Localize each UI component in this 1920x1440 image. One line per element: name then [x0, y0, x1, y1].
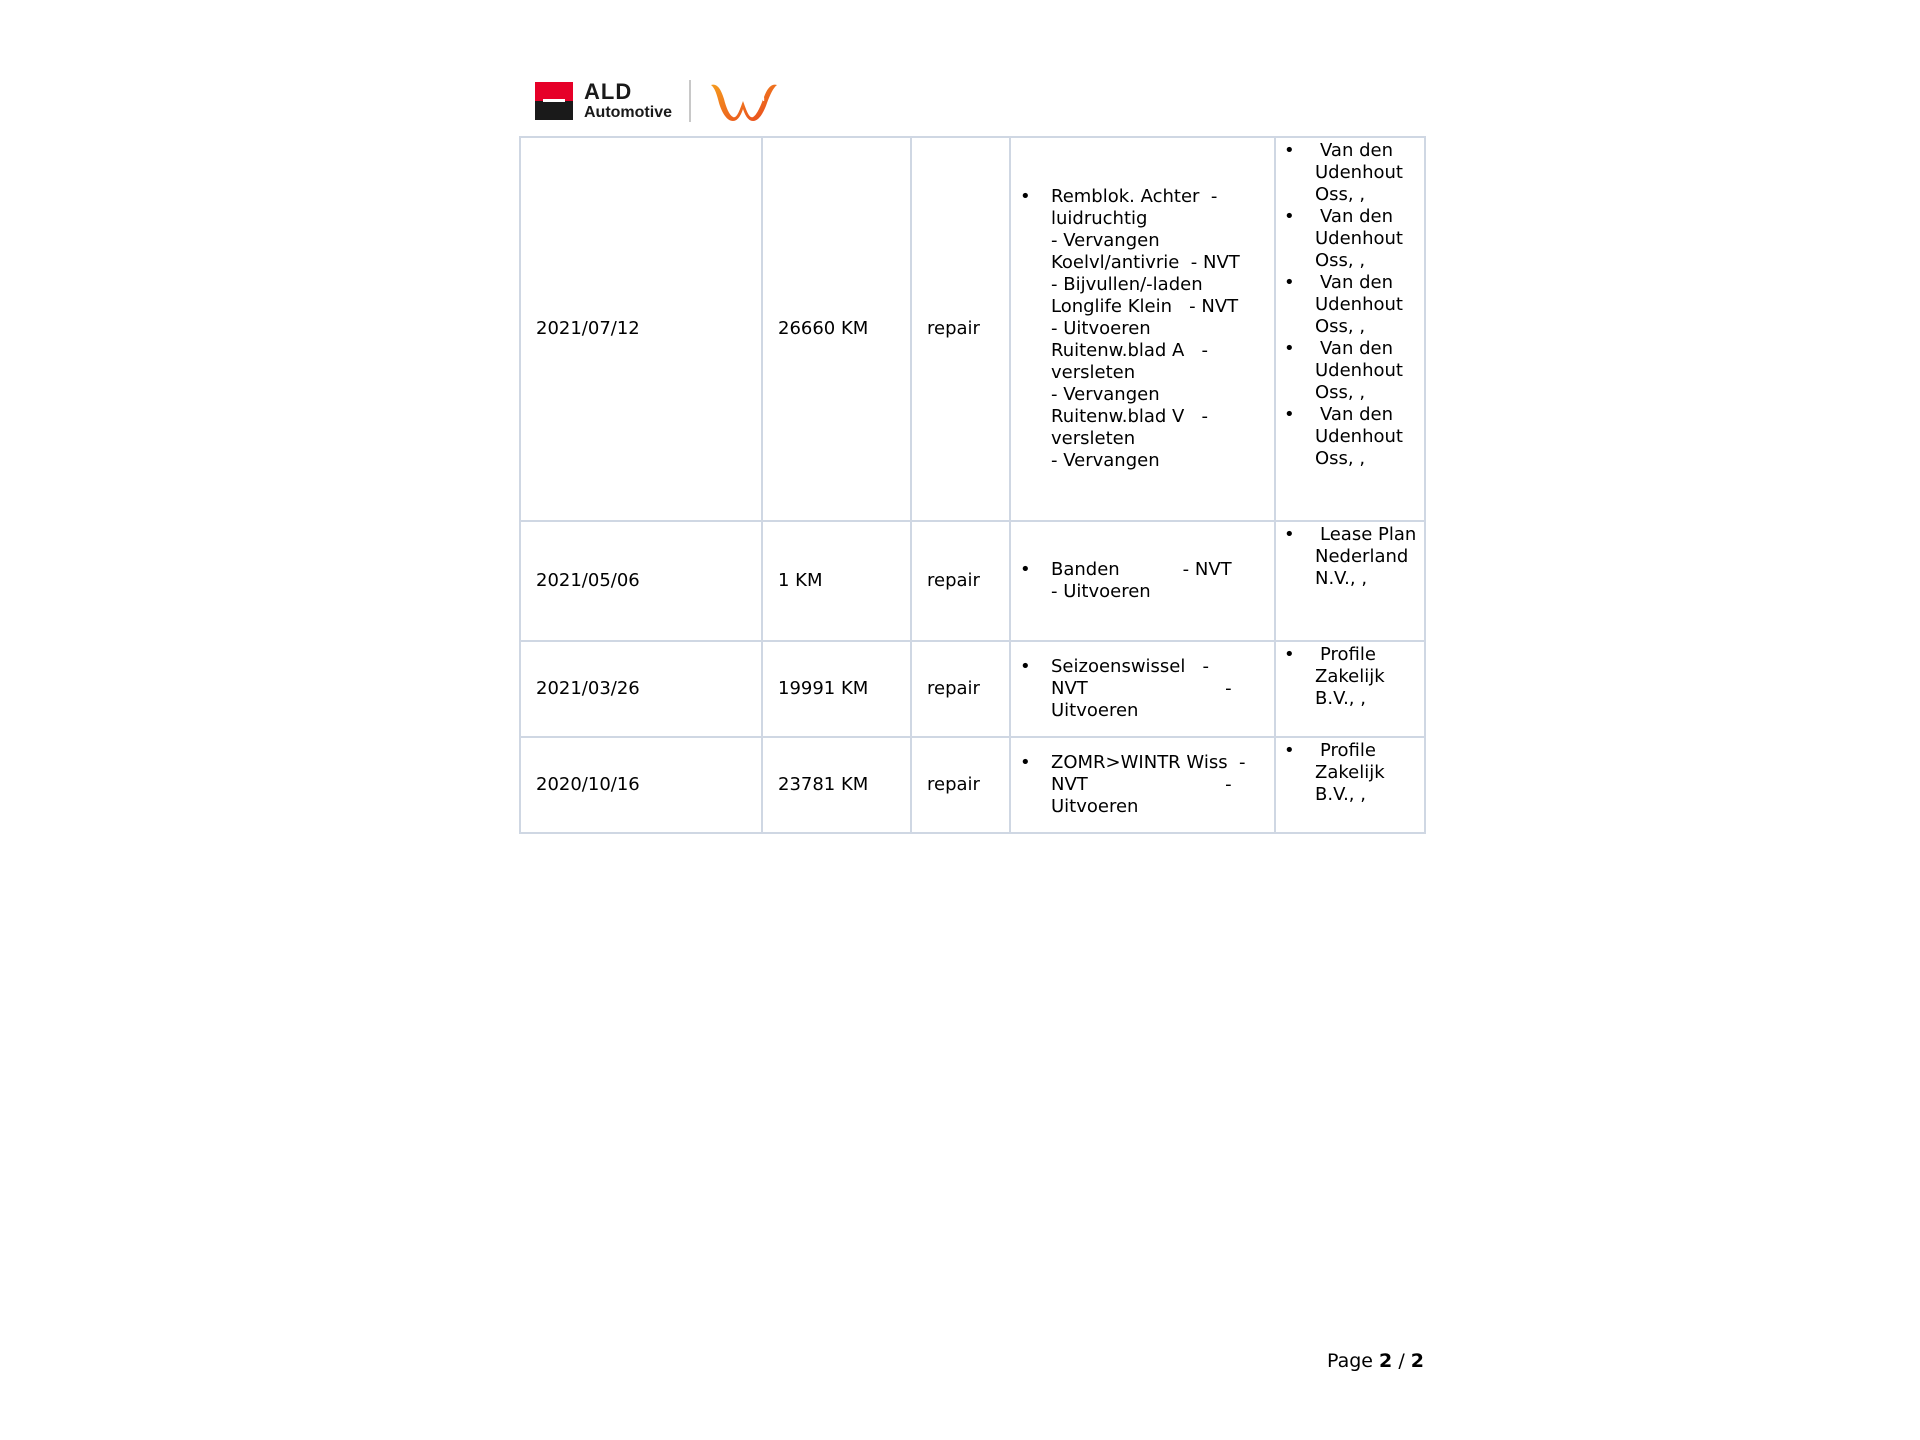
ald-automotive-logo	[535, 81, 672, 121]
bullet-icon: •	[1284, 644, 1295, 665]
ald-logo-text: ALD	[584, 79, 633, 104]
location-text: Van den Udenhout Oss, ,	[1315, 140, 1403, 205]
date-cell: 2020/10/16	[520, 737, 762, 833]
ald-logo-icon	[535, 82, 573, 120]
list-item	[1284, 140, 1422, 206]
date-cell: 2021/07/12	[520, 137, 762, 521]
bullet-icon: •	[1284, 524, 1295, 545]
location-text: Van den Udenhout Oss, ,	[1315, 206, 1403, 271]
mileage-cell: 23781 KM	[762, 737, 911, 833]
bullet-icon: •	[1020, 752, 1031, 773]
bullet-icon: •	[1284, 338, 1295, 359]
page-label: Page	[1326, 1350, 1373, 1372]
ald-logo-subtext: Automotive	[584, 104, 672, 121]
bullet-icon: •	[1284, 740, 1295, 761]
total-pages: 2	[1410, 1350, 1424, 1372]
location-cell	[1275, 737, 1425, 833]
list-item	[1284, 524, 1422, 590]
description-cell	[1010, 641, 1275, 737]
location-text: Lease Plan Nederland N.V., ,	[1315, 524, 1417, 589]
bullet-icon: •	[1284, 272, 1295, 293]
page-separator: /	[1398, 1350, 1405, 1372]
location-cell	[1275, 521, 1425, 641]
date-cell: 2021/05/06	[520, 521, 762, 641]
description-text: Remblok. Achter - luidruchtig - Vervangen Koelvl/antivrie - NVT - Bijvullen/-laden Longlife Klein - NVT - Uitvoeren Ruitenw.blad A - versleten - Vervangen Ruitenw.blad V - versleten - Vervangen	[1051, 186, 1240, 471]
table-row	[520, 641, 1425, 737]
list-item	[1284, 272, 1422, 338]
bullet-icon: •	[1020, 656, 1031, 677]
bullet-icon: •	[1284, 404, 1295, 425]
page-header	[535, 78, 779, 124]
location-cell	[1275, 137, 1425, 521]
description-cell	[1010, 137, 1275, 521]
description-text: ZOMR>WINTR Wiss - NVT - Uitvoeren	[1051, 752, 1246, 817]
location-text: Van den Udenhout Oss, ,	[1315, 404, 1403, 469]
location-text: Van den Udenhout Oss, ,	[1315, 338, 1403, 403]
list-item	[1284, 206, 1422, 272]
list-item	[1284, 644, 1422, 710]
mileage-cell: 1 KM	[762, 521, 911, 641]
table-row	[520, 737, 1425, 833]
description-cell	[1010, 521, 1275, 641]
location-text: Profile Zakelijk B.V., ,	[1315, 644, 1385, 709]
type-cell: repair	[911, 641, 1010, 737]
list-item	[1284, 740, 1422, 806]
logo-divider	[689, 80, 691, 122]
location-text: Profile Zakelijk B.V., ,	[1315, 740, 1385, 805]
type-cell: repair	[911, 737, 1010, 833]
table-body	[520, 137, 1425, 833]
mileage-cell: 26660 KM	[762, 137, 911, 521]
description-text: Banden - NVT - Uitvoeren	[1051, 559, 1232, 602]
table-row	[520, 137, 1425, 521]
bullet-icon: •	[1020, 559, 1031, 580]
page-number	[1327, 1350, 1424, 1372]
type-cell: repair	[911, 137, 1010, 521]
bullet-icon: •	[1284, 140, 1295, 161]
bullet-icon: •	[1020, 186, 1031, 207]
location-text: Van den Udenhout Oss, ,	[1315, 272, 1403, 337]
leaseplan-logo-text: LeasePlan	[725, 94, 765, 103]
type-cell: repair	[911, 521, 1010, 641]
table-row	[520, 521, 1425, 641]
list-item	[1284, 404, 1422, 470]
leaseplan-logo	[707, 79, 779, 123]
description-cell	[1010, 737, 1275, 833]
maintenance-history-table	[519, 136, 1426, 834]
description-text: Seizoenswissel - NVT - Uitvoeren	[1051, 656, 1232, 721]
current-page: 2	[1379, 1350, 1393, 1372]
bullet-icon: •	[1284, 206, 1295, 227]
list-item	[1284, 338, 1422, 404]
date-cell: 2021/03/26	[520, 641, 762, 737]
location-cell	[1275, 641, 1425, 737]
mileage-cell: 19991 KM	[762, 641, 911, 737]
